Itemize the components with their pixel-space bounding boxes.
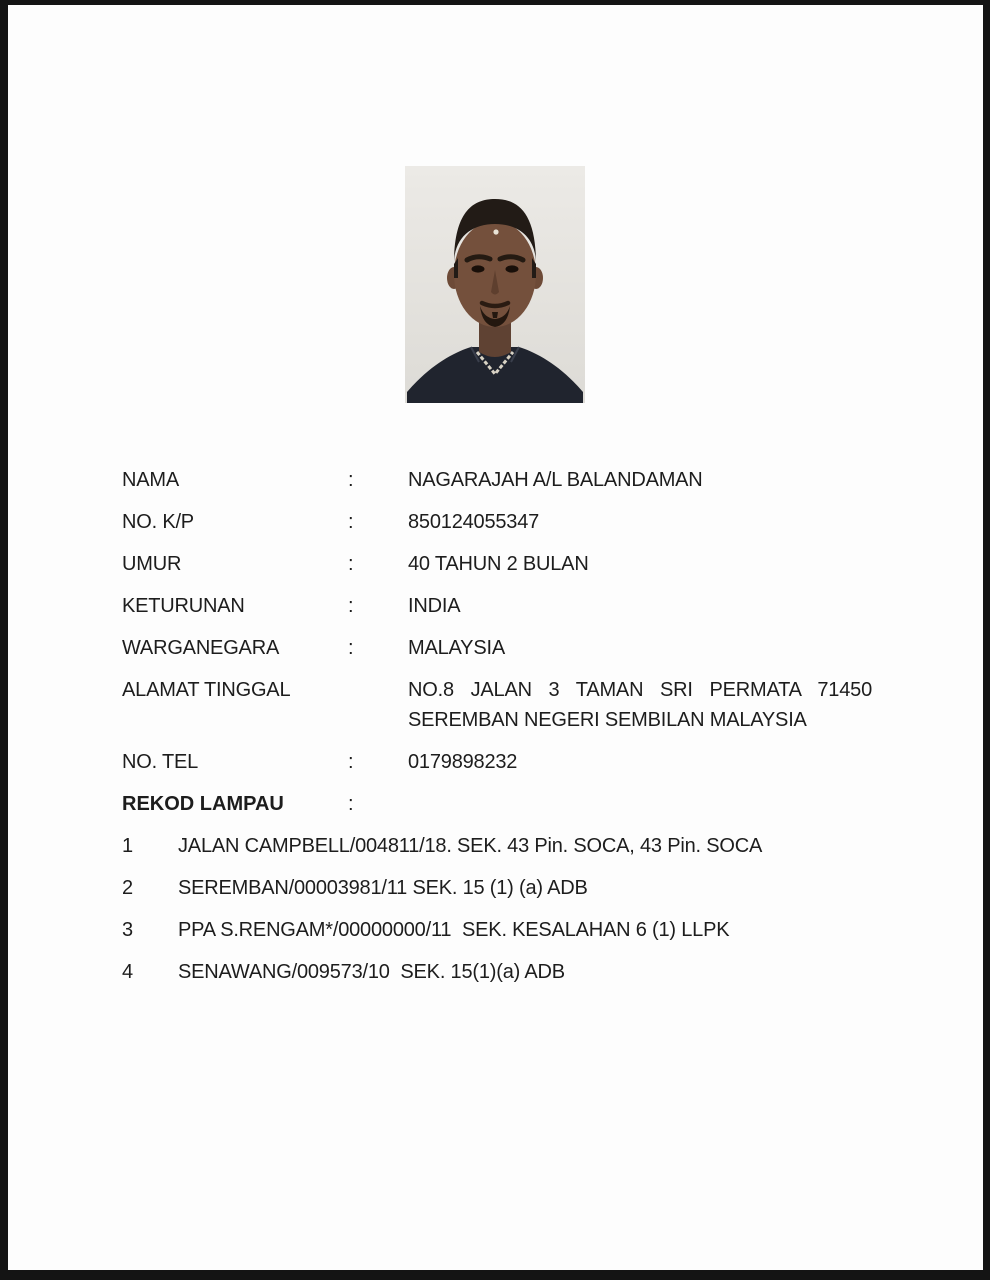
record-text: SEREMBAN/00003981/11 SEK. 15 (1) (a) ADB	[178, 877, 588, 899]
address-line-1: NO.8 JALAN 3 TAMAN SRI PERMATA 71450	[408, 679, 872, 701]
field-label: NO. TEL	[122, 751, 199, 773]
field-row-alamat-tinggal	[122, 675, 872, 735]
field-value	[408, 675, 872, 735]
field-label: KETURUNAN	[122, 595, 245, 617]
forehead-mark	[493, 229, 498, 234]
portrait-illustration	[405, 166, 585, 403]
record-number: 4	[122, 961, 133, 983]
field-separator: :	[348, 553, 354, 575]
record-text: PPA S.RENGAM*/00000000/11 SEK. KESALAHAN 6 (1) LLPK	[178, 919, 730, 941]
field-label: WARGANEGARA	[122, 637, 280, 659]
field-value: MALAYSIA	[408, 637, 505, 659]
field-value: 0179898232	[408, 751, 518, 773]
field-label: NO. K/P	[122, 511, 194, 533]
document-page	[8, 5, 983, 1270]
field-label: ALAMAT TINGGAL	[122, 679, 291, 701]
field-value: NAGARAJAH A/L BALANDAMAN	[408, 469, 703, 491]
field-row-no-tel	[122, 747, 872, 777]
field-value: 850124055347	[408, 511, 540, 533]
field-separator: :	[348, 793, 354, 815]
field-separator: :	[348, 751, 354, 773]
record-number: 1	[122, 835, 133, 857]
field-label: NAMA	[122, 469, 179, 491]
field-row-nama	[122, 465, 872, 495]
field-row-rekod-lampau	[122, 789, 872, 819]
field-separator: :	[348, 469, 354, 491]
field-separator: :	[348, 637, 354, 659]
detail-fields	[122, 465, 872, 999]
field-label: REKOD LAMPAU	[122, 793, 284, 815]
field-value: 40 TAHUN 2 BULAN	[408, 553, 589, 575]
field-label: UMUR	[122, 553, 182, 575]
record-text: JALAN CAMPBELL/004811/18. SEK. 43 Pin. SOCA, 43 Pin. SOCA	[178, 835, 763, 857]
record-row-1	[122, 831, 872, 861]
field-row-warganegara	[122, 633, 872, 663]
record-row-2	[122, 873, 872, 903]
suspect-photo	[405, 166, 585, 403]
field-row-keturunan	[122, 591, 872, 621]
record-row-4	[122, 957, 872, 987]
field-row-no-kp	[122, 507, 872, 537]
record-row-3	[122, 915, 872, 945]
record-number: 3	[122, 919, 133, 941]
field-separator: :	[348, 511, 354, 533]
field-separator: :	[348, 595, 354, 617]
field-value: INDIA	[408, 595, 461, 617]
field-row-umur	[122, 549, 872, 579]
record-text: SENAWANG/009573/10 SEK. 15(1)(a) ADB	[178, 961, 565, 983]
record-number: 2	[122, 877, 133, 899]
address-line-2: SEREMBAN NEGERI SEMBILAN MALAYSIA	[408, 709, 807, 731]
